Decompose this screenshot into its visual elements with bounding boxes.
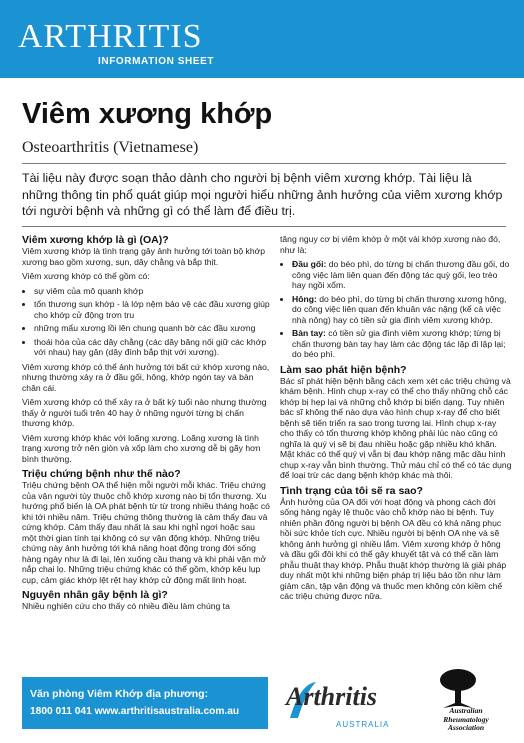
paragraph: Ảnh hưởng của OA đối với hoạt động và phong cách đời sống hàng ngày lệ thuộc vào chỗ khớp nào bị bệnh. Tuy nhiên phần đông người bị bệnh OA đều có khả năng phục hồi sức khỏe tích cực. Nhiều người bị bệnh OA nhẹ và sẽ không ảnh hưởng gì nhiều lắm. Viêm xương khớp ở hông và đầu gối đôi khi có thể gây khuyết tật và có thể cần làm phẫu thuật thay khớp. Phẫu thuật khớp thường là giải pháp duy nhất một khi những biện pháp trị liệu bảo tồn như làm giảm cân, tập vận động và thuốc men không còn kiềm chế các triệu chứng được nữa. bbox=[280, 496, 507, 601]
local-office-contact[interactable]: 1800 011 041 www.arthritisaustralia.com.au bbox=[30, 706, 240, 717]
list-item bbox=[292, 328, 512, 360]
local-office-box bbox=[22, 677, 268, 729]
intro-paragraph: Tài liệu này được soạn thảo dành cho người bị bệnh viêm xương khớp. Tài liệu là những thông tin phổ quát giúp mọi người hiểu những ảnh hưởng của viêm xương khớp tới người bệnh và những gì có thể làm để điều trị. bbox=[22, 171, 503, 218]
section-heading-outlook: Tình trạng của tôi sẽ ra sao? bbox=[280, 484, 423, 497]
logo-line: Rheumatology bbox=[443, 714, 489, 724]
section-heading-causes: Nguyên nhân gây bệnh là gì? bbox=[22, 589, 168, 601]
list-item-text: do béo phì, do từng bị chấn thương xương hông, do công việc liên quan đến khuân vác nặng (kể cả việc nhà nông) hay có tiền sử gia đình viêm xương khớp. bbox=[292, 293, 507, 325]
banner-title: ARTHRITIS bbox=[18, 18, 203, 55]
intro-divider bbox=[22, 226, 506, 227]
list-item: • thoái hóa của các dây chằng (các dây băng nối giữ các khớp với nhau) hay gân (dây đính bắp thịt với xương). bbox=[34, 337, 270, 358]
list-item bbox=[292, 259, 512, 291]
arthritis-australia-wordmark: Arthritis bbox=[286, 682, 378, 711]
paragraph: Bác sĩ phát hiện bệnh bằng cách xem xét các triệu chứng và khám bệnh. Hình chụp x-ray có thể cho thấy những chỗ các khớp bị hẹp lại và những chỗ khớp bị biến dạng. Tuy nhiên bác sĩ không thể nào dựa vào hình chụp x-ray để cho biết bệnh sẽ tiến triển ra sao trong tương lai. Hình chụp x-ray cho thấy có tổn thương khớp không phải lúc nào cũng có nghĩa là quý vị sẽ bị đau nhiều hoặc gặp nhiều khó khăn. Mặt khác có thể quý vị vẫn bị đau khớp nặng mặc dầu hình chụp x-ray vẫn bình thường. Thử máu chỉ có thể có tác dụng để loại trừ các dạng bệnh khớp khác mà thôi. bbox=[280, 375, 512, 480]
list-item bbox=[292, 294, 512, 326]
paragraph: Viêm xương khớp là tình trạng gây ảnh hưởng tới toàn bộ khớp xương bao gồm xương, sụn, dây chằng và bắp thịt. bbox=[22, 246, 266, 267]
section-heading-what-is-oa: Viêm xương khớp là gì (OA)? bbox=[22, 234, 169, 246]
list-item-text: có tiền sử gia đình viêm xương khớp; từng bị chấn thương bàn tay hay làm các động tác lặp đi lặp lại; do béo phì. bbox=[292, 328, 506, 359]
page-title: Viêm xương khớp bbox=[22, 98, 273, 130]
list-item: • sự viêm của mô quanh khớp bbox=[34, 286, 270, 297]
paragraph: Nhiều nghiên cứu cho thấy có nhiều điều làm chúng ta bbox=[22, 601, 230, 611]
left-column bbox=[22, 234, 270, 616]
right-column bbox=[280, 234, 512, 606]
local-office-label: Văn phòng Viêm Khớp địa phương: bbox=[30, 688, 209, 700]
tree-icon bbox=[440, 669, 476, 708]
list-item-label: Đầu gối: bbox=[292, 259, 327, 269]
rheumatology-association-text bbox=[436, 707, 496, 733]
list-item-text: do béo phì, do từng bị chấn thương đầu gối, do công việc làm liên quan đến động tác quỳ gối, leo trèo hay ngồi xổm. bbox=[292, 259, 510, 290]
paragraph: Viêm xương khớp có thể ảnh hưởng tới bất cứ khớp xương nào, nhưng thường xảy ra ở đầu gối, hông, khớp ngón tay và bàn chân cái. bbox=[22, 361, 270, 393]
page-subtitle: Osteoarthritis (Vietnamese) bbox=[22, 139, 199, 156]
section-heading-symptoms: Triệu chứng bệnh như thế nào? bbox=[22, 468, 181, 480]
paragraph: tăng nguy cơ bị viêm khớp ở một vài khớp xương nào đó, như là: bbox=[280, 234, 501, 255]
paragraph: Triệu chứng bệnh OA thể hiện mỗi người mỗi khác. Triệu chứng của vận người tùy thuộc chỗ khớp xương nào bị tổn thương. Xu hướng phổ biến là OA phát bệnh từ từ trong nhiều tháng hoặc có khi tới nhiều năm. Triệu chứng thông thường là cảm thấy đau và cứng khớp. Cảm thấy đau nhất là sau khi nghỉ ngơi hoặc sau một thời gian tính tại không có sự vận động khớp. Những triệu chứng này ảnh hưởng tới khả năng hoạt động trong đời sống hàng ngày như là đi lại, lên xuống cầu thang và khi phải vặn mở nắp chai lọ. Những triệu chứng khác có thể gồm, khớp kêu lụp cụp, cảm giác khớp lệt rệt hay khớp cử động mất linh hoạt. bbox=[22, 480, 270, 585]
symptom-list bbox=[22, 286, 270, 358]
title-divider bbox=[22, 163, 506, 164]
paragraph: Viêm xương khớp khác với loãng xương. Loãng xương là tình trạng xương trở nên giòn và xốp làm cho xương dễ bị gãy hơn bình thường. bbox=[22, 432, 261, 464]
logo-line: Australian bbox=[449, 706, 483, 715]
list-item-label: Hông: bbox=[292, 293, 317, 304]
paragraph: Viêm xương khớp có thể gồm có: bbox=[22, 271, 150, 281]
list-item-label: Bàn tay: bbox=[292, 328, 326, 338]
banner-subtitle: INFORMATION SHEET bbox=[98, 56, 215, 67]
paragraph: Viêm xương khớp có thể xảy ra ở bất kỳ tuổi nào nhưng thường thấy ở người tuổi trên 40 hay ở những người từng bị chấn thương khớp. bbox=[22, 397, 267, 428]
section-heading-diagnosis: Làm sao phát hiện bệnh? bbox=[280, 363, 407, 376]
arthritis-australia-subtext: AUSTRALIA bbox=[336, 720, 390, 729]
risk-factor-list bbox=[280, 259, 512, 360]
list-item: • những mẩu xương lồi lên chung quanh bờ các đầu xương bbox=[34, 323, 270, 334]
header-banner bbox=[0, 0, 524, 78]
logo-line: Association bbox=[447, 723, 485, 733]
list-item: • tổn thương sụn khớp - là lớp nệm bảo vệ các đầu xương giúp cho khớp cử động trơn tru bbox=[34, 299, 270, 320]
